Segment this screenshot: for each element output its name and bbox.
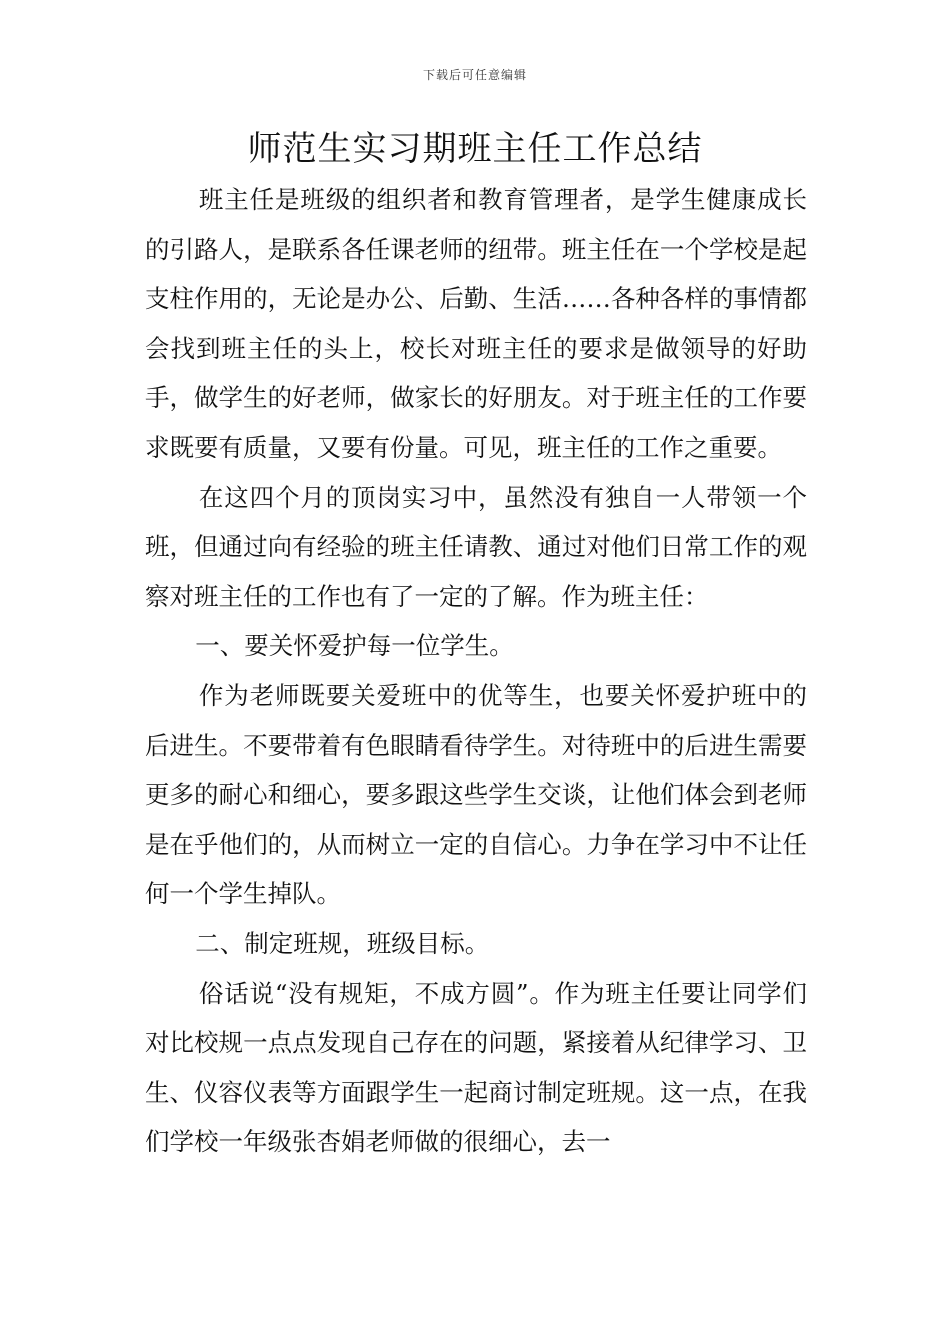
document-body bbox=[145, 175, 807, 1167]
paragraph-care-students: 作为老师既要关爱班中的优等生，也要关怀爱护班中的后进生。不要带着有色眼睛看待学生。对待班中的后进生需要更多的耐心和细心，要多跟这些学生交谈，让他们体会到老师是在乎他们的，从而树立一定的自信心。力争在学习中不让任何一个学生掉队。 bbox=[145, 680, 807, 909]
paragraph-internship: 在这四个月的顶岗实习中，虽然没有独自一人带领一个班，但通过向有经验的班主任请教、通过对他们日常工作的观察对班主任的工作也有了一定的了解。作为班主任： bbox=[145, 482, 807, 611]
paragraph-class-rules: 俗话说“没有规矩，不成方圆”。作为班主任要让同学们对比校规一点点发现自己存在的问题，紧接着从纪律学习、卫生、仪容仪表等方面跟学生一起商讨制定班规。这一点，在我们学校一年级张杏娟老师做的很细心，去一 bbox=[145, 978, 807, 1157]
document-title: 师范生实习期班主任工作总结 bbox=[247, 129, 703, 169]
header-note: 下载后可任意编辑 bbox=[422, 68, 527, 82]
section-heading-2: 二、制定班规，班级目标。 bbox=[195, 928, 490, 958]
paragraph-intro: 班主任是班级的组织者和教育管理者，是学生健康成长的引路人，是联系各任课老师的纽带。班主任在一个学校是起支柱作用的，无论是办公、后勤、生活……各种各样的事情都会找到班主任的头上，校长对班主任的要求是做领导的好助手，做学生的好老师，做家长的好朋友。对于班主任的工作要求既要有质量，又要有份量。可见，班主任的工作之重要。 bbox=[145, 185, 807, 462]
section-heading-1: 一、要关怀爱护每一位学生。 bbox=[195, 631, 514, 661]
